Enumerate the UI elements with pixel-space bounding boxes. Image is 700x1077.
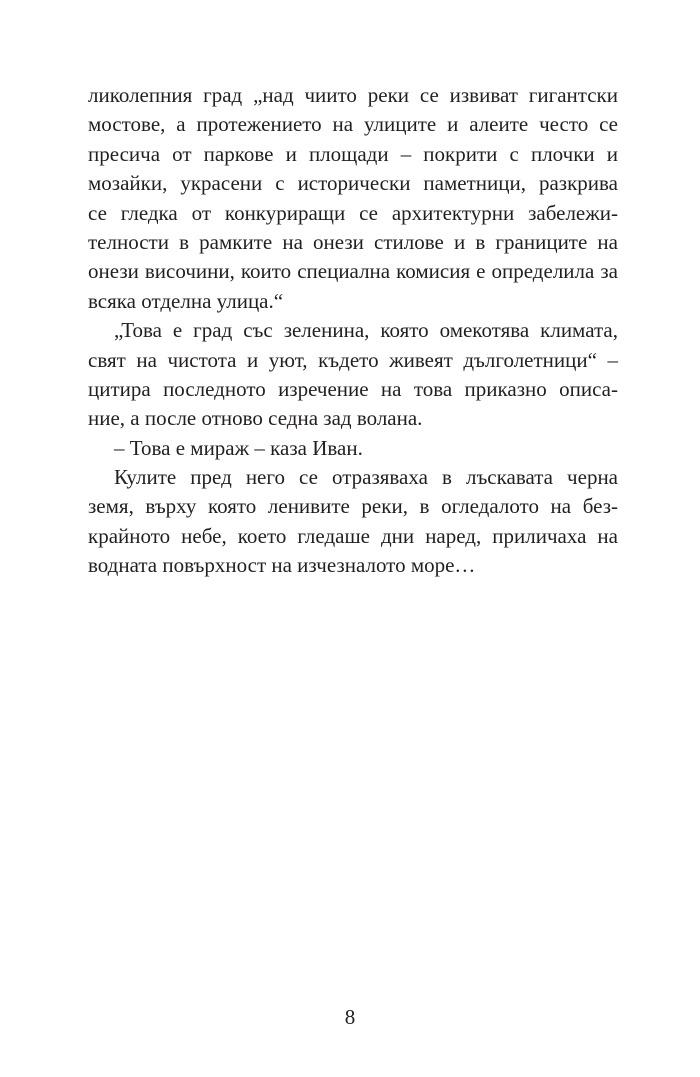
paragraph: [88, 463, 618, 581]
text-line: ликолепния град „над чиито реки се извиват гигантски: [88, 83, 618, 107]
text-line: водната повърхност на изчезналото море…: [88, 553, 476, 578]
text-line: ние, а после отново седна зад волана.: [88, 406, 423, 431]
text-line: цитира последното изречение на това приказно описа-: [88, 376, 618, 401]
body-text: [88, 81, 618, 581]
text-line: се гледка от конкуриращи се архитектурни забележи-: [88, 200, 618, 225]
text-line: всяка отделна улица.“: [88, 288, 284, 313]
text-line: телности в рамките на онези стилове и в границите на: [88, 229, 618, 254]
page-number: 8: [344, 1005, 356, 1029]
text-line: онези височини, които специална комисия е определила за: [88, 259, 618, 284]
text-line: Кулите пред него се отразяваха в лъскавата черна: [114, 465, 618, 490]
dialogue-line: – Това е мираж – каза Иван.: [114, 435, 363, 460]
paragraph: [88, 316, 618, 434]
text-line: „Това е град със зеленина, която омекотява климата,: [114, 318, 618, 343]
paragraph: [88, 434, 618, 463]
text-line: крайното небе, което гледаше дни наред, приличаха на: [88, 523, 618, 548]
text-line: пресича от паркове и площади – покрити с плочки и: [88, 141, 618, 166]
text-line: свят на чистота и уют, където живеят дълголетници“ –: [88, 347, 618, 372]
paragraph: [88, 81, 618, 316]
text-line: мостове, а протежението на улиците и алеите често се: [88, 112, 618, 137]
text-line: мозайки, украсени с исторически паметници, разкрива: [88, 171, 618, 196]
text-line: земя, върху която ленивите реки, в огледалото на без-: [88, 494, 618, 519]
